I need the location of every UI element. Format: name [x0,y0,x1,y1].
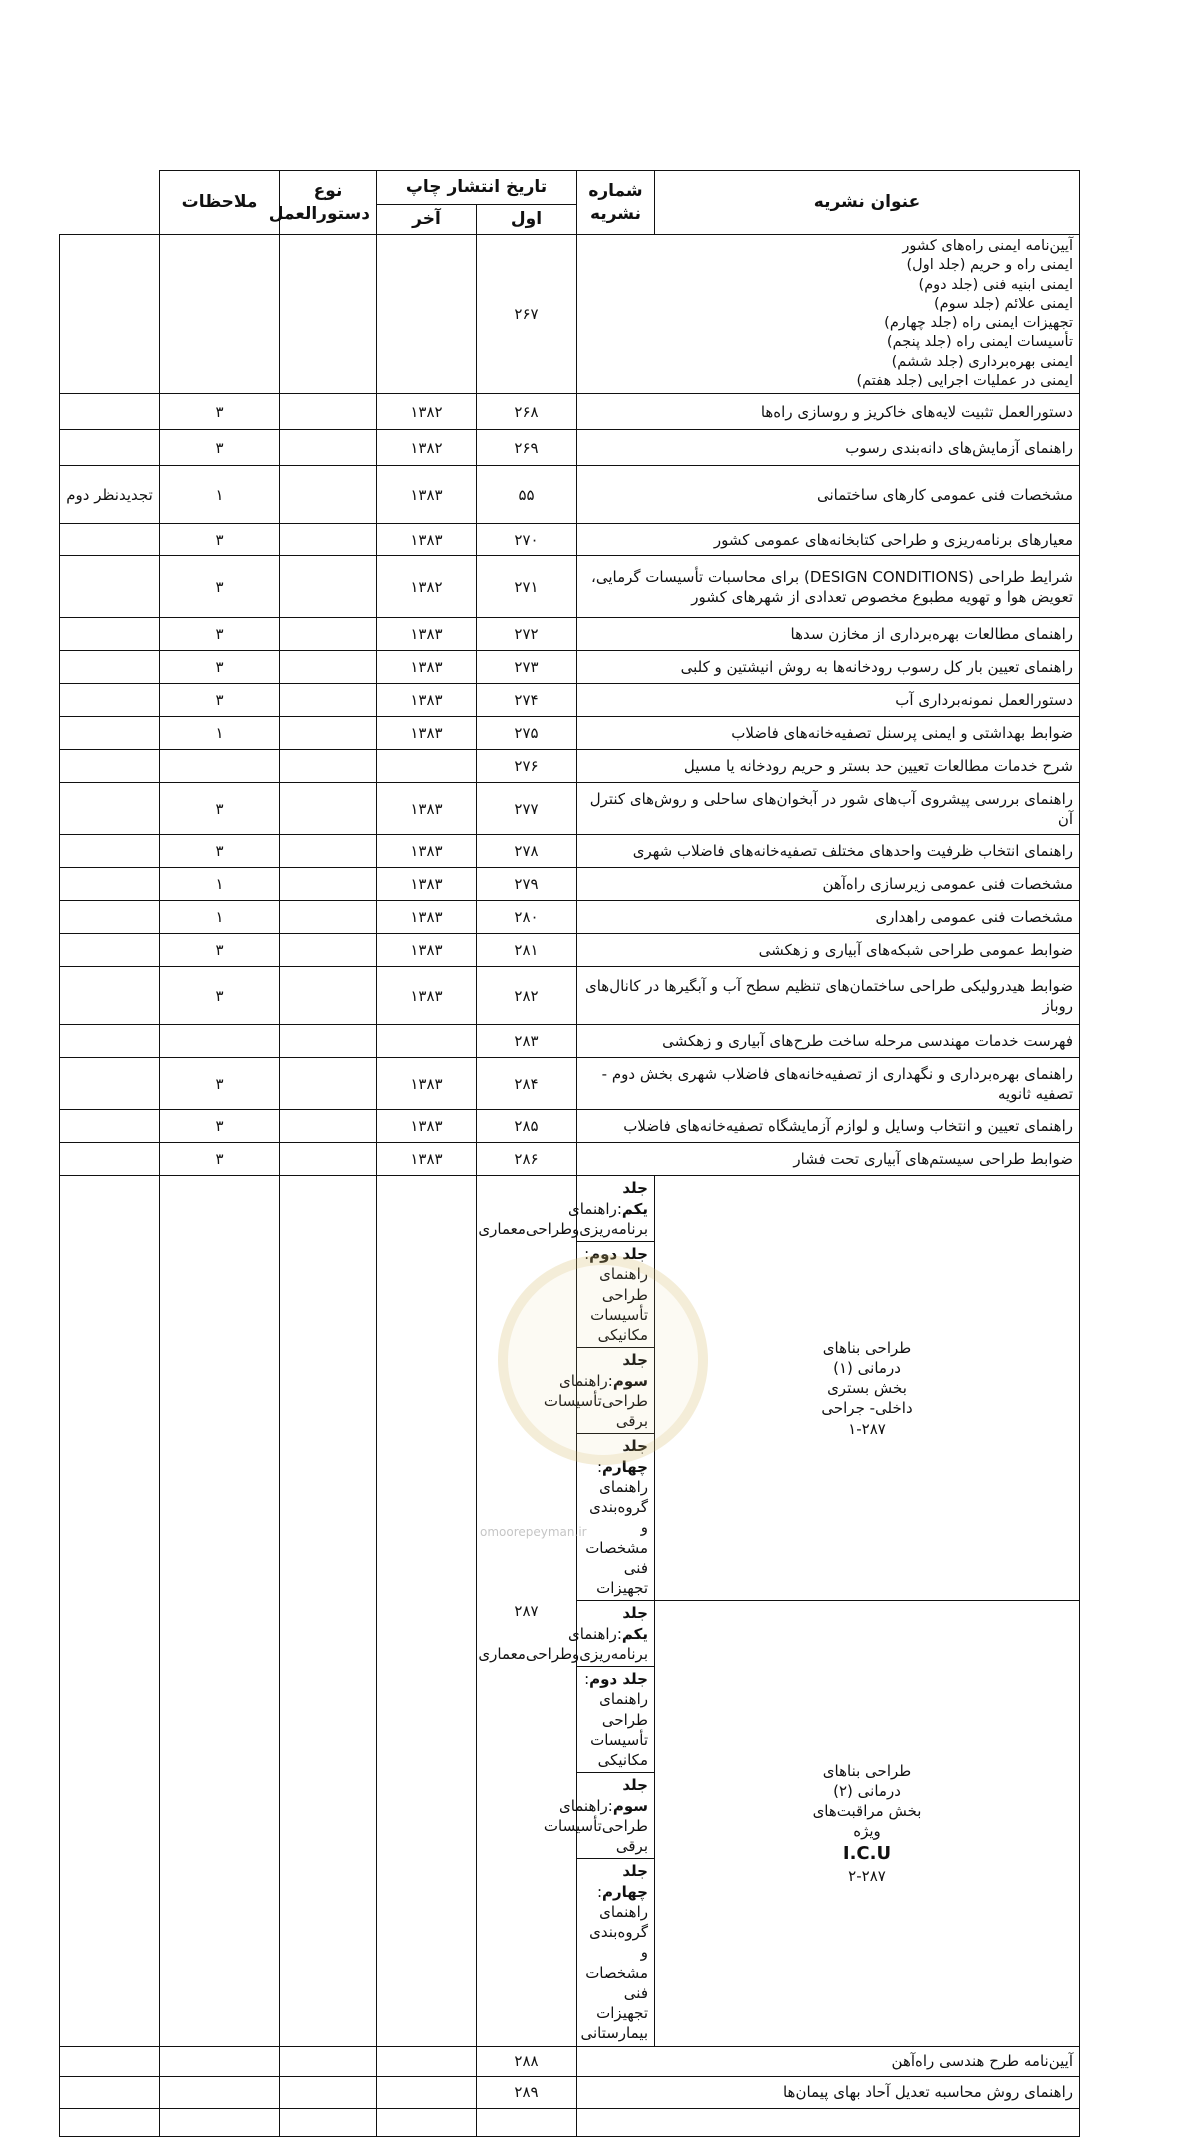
title-cell: مشخصات فنی عمومی زیرسازی راه‌آهن [577,868,1080,901]
date-first-cell [377,2076,477,2108]
header-title: عنوان نشریه [655,171,1080,235]
volume-label: جلد سوم [612,1351,648,1390]
date-last-cell [280,934,377,967]
number-cell: ۲۸۲ [477,967,577,1025]
number-cell: ۲۷۴ [477,684,577,717]
date-first-cell: ۱۳۸۳ [377,835,477,868]
type-cell [160,1025,280,1058]
title-line: آیین‌نامه ایمنی راه‌های کشور [902,238,1073,254]
date-first-cell: ۱۳۸۳ [377,684,477,717]
title-cell: راهنمای آزمایش‌های دانه‌بندی رسوب [577,430,1080,466]
volume-title: : راهنمای گروه‌بندی و مشخصات فنی تجهیزات [585,1457,648,1597]
volume-cell [543,1348,655,1434]
date-first-cell: ۱۳۸۳ [377,868,477,901]
number-cell: ۲۷۵ [477,717,577,750]
type-cell: ۳ [160,967,280,1025]
number-cell: ۲۸۸ [477,2046,577,2076]
notes-cell [60,684,160,717]
date-first-cell [377,2046,477,2076]
table-row [60,651,1080,684]
notes-cell [60,868,160,901]
title-line: تجهیزات ایمنی راه (جلد چهارم) [884,315,1073,332]
volume-group-label [655,1176,1080,1601]
type-cell: ۱ [160,868,280,901]
type-cell [160,1176,280,2046]
table-row [60,783,1080,835]
notes-cell [60,651,160,684]
type-cell: ۳ [160,556,280,618]
table-row [60,684,1080,717]
title-cell: ضوابط عمومی طراحی شبکه‌های آبیاری و زهکشی [577,934,1080,967]
volume-label: جلد چهارم [602,1862,648,1901]
group-label-line: داخلی- جراحی [821,1399,913,1418]
notes-cell [60,1143,160,1176]
date-last-cell [280,1110,377,1143]
date-last-cell [280,466,377,524]
notes-cell [60,1110,160,1143]
notes-cell [60,1176,160,2046]
type-cell [160,2046,280,2076]
type-cell: ۱ [160,901,280,934]
volume-label: جلد دوم [589,1245,648,1263]
date-first-cell: ۱۳۸۳ [377,524,477,556]
table-row [60,835,1080,868]
table-row [60,556,1080,618]
date-first-cell: ۱۳۸۲ [377,556,477,618]
title-cell: دستورالعمل تثبیت لایه‌های خاکریز و روسازی راه‌ها [577,394,1080,430]
title-cell: مشخصات فنی عمومی کارهای ساختمانی [577,466,1080,524]
date-first-cell: ۱۳۸۳ [377,1058,477,1110]
number-cell: ۵۵ [477,466,577,524]
type-cell: ۳ [160,1058,280,1110]
volume-label: جلد یکم [621,1604,648,1643]
date-first-cell [377,1025,477,1058]
group-label-icu: I.C.U [842,1842,892,1864]
date-last-cell [280,556,377,618]
volume-title: : راهنمای طراحی تأسیسات مکانیکی [584,1245,648,1344]
header-date-first: اول [477,205,577,235]
type-cell: ۳ [160,1143,280,1176]
title-cell: راهنمای انتخاب ظرفیت واحدهای مختلف تصفیه‌خانه‌های فاضلاب شهری [577,835,1080,868]
number-cell: ۲۷۸ [477,835,577,868]
date-last-cell [280,430,377,466]
date-last-cell [280,524,377,556]
number-cell: ۲۷۹ [477,868,577,901]
title-line: ایمنی بهره‌برداری (جلد ششم) [891,353,1073,370]
type-cell: ۳ [160,651,280,684]
date-first-cell: ۱۳۸۳ [377,1143,477,1176]
title-cell: راهنمای بهره‌برداری و نگهداری از تصفیه‌خانه‌های فاضلاب شهری بخش دوم - تصفیه ثانویه [577,1058,1080,1110]
type-cell [160,235,280,394]
empty-cell [160,2108,280,2136]
empty-cell [477,2108,577,2136]
table-row [60,466,1080,524]
group-label-line: درمانی (۱) [833,1358,901,1377]
notes-cell [60,1058,160,1110]
header-date-group: تاریخ انتشار چاپ [377,171,577,205]
title-cell: معیارهای برنامه‌ریزی و طراحی کتابخانه‌های عمومی کشور [577,524,1080,556]
volume-title: : راهنمای گروه‌بندی و مشخصات فنی تجهیزات بیمارستانی [580,1882,648,2043]
volume-title: :راهنمای برنامه‌ریزی‌وطراحی‌معماری [478,1199,648,1238]
date-first-cell: ۱۳۸۳ [377,934,477,967]
number-cell: ۲۶۷ [477,235,577,394]
type-cell: ۳ [160,1110,280,1143]
table-row [60,750,1080,783]
publications-table [59,170,1080,2137]
notes-cell [60,556,160,618]
title-cell: شرح خدمات مطالعات تعیین حد بستر و حریم رودخانه یا مسیل [577,750,1080,783]
date-last-cell [280,394,377,430]
table-row [60,901,1080,934]
number-cell: ۲۷۰ [477,524,577,556]
notes-cell [60,783,160,835]
empty-cell [577,2108,1080,2136]
number-cell: ۲۷۱ [477,556,577,618]
group-label-line: طراحی بناهای [822,1338,912,1357]
type-cell: ۳ [160,524,280,556]
type-cell: ۳ [160,618,280,651]
volume-label: جلد یکم [621,1179,648,1218]
date-last-cell [280,717,377,750]
table-row [60,868,1080,901]
number-cell: ۲۷۳ [477,651,577,684]
number-cell: ۲۷۷ [477,783,577,835]
type-cell: ۳ [160,684,280,717]
volume-cell [577,1859,655,2046]
type-cell: ۳ [160,934,280,967]
type-cell [160,2076,280,2108]
group-label-line: ویژه [853,1822,881,1841]
number-cell: ۲۸۳ [477,1025,577,1058]
type-cell: ۳ [160,835,280,868]
notes-cell [60,430,160,466]
date-first-cell: ۱۳۸۳ [377,901,477,934]
notes-cell [60,2046,160,2076]
date-first-cell: ۱۳۸۳ [377,466,477,524]
table-row-267 [60,235,1080,394]
title-cell: ضوابط بهداشتی و ایمنی پرسنل تصفیه‌خانه‌های فاضلاب [577,717,1080,750]
title-line: ایمنی علائم (جلد سوم) [933,295,1073,312]
table-body [60,235,1080,2137]
table-row [60,394,1080,430]
volume-row [60,1176,1080,1242]
table-row [60,934,1080,967]
group-label-line: طراحی بناهای [822,1761,912,1780]
date-first-cell: ۱۳۸۲ [377,394,477,430]
table-row [60,430,1080,466]
title-cell: دستورالعمل نمونه‌برداری آب [577,684,1080,717]
date-last-cell [280,1143,377,1176]
notes-cell [60,2076,160,2108]
title-cell: شرایط طراحی (DESIGN CONDITIONS) برای محاسبات تأسیسات گرمایی، تعویض هوا و تهویه مطبوع مخصوص تعدادی از شهرهای کشور [577,556,1080,618]
title-cell: راهنمای مطالعات بهره‌برداری از مخازن سدها [577,618,1080,651]
number-cell: ۲۷۶ [477,750,577,783]
type-cell: ۱ [160,466,280,524]
volume-cell [577,1242,655,1348]
date-last-cell [280,868,377,901]
date-last-cell [280,901,377,934]
volume-title: :راهنمای برنامه‌ریزی‌وطراحی‌معماری [478,1624,648,1663]
date-last-cell [280,1025,377,1058]
notes-cell [60,901,160,934]
title-cell: ضوابط طراحی سیستم‌های آبیاری تحت فشار [577,1143,1080,1176]
header-date-last: آخر [377,205,477,235]
table-row [60,967,1080,1025]
volume-title: :راهنمای طراحی‌تأسیسات برقی [543,1796,648,1855]
number-cell: ۲۸۰ [477,901,577,934]
table-row [60,1110,1080,1143]
title-line: تأسیسات ایمنی راه (جلد پنجم) [886,334,1073,351]
title-cell-267 [577,235,1080,394]
notes-cell [60,618,160,651]
date-first-cell: ۱۳۸۳ [377,618,477,651]
empty-cell [377,2108,477,2136]
date-first-cell: ۱۳۸۳ [377,717,477,750]
number-cell: ۲۸۹ [477,2076,577,2108]
document [60,170,1080,2137]
volume-label: جلد سوم [612,1776,648,1815]
group-label-line: درمانی (۲) [833,1781,901,1800]
type-cell: ۳ [160,430,280,466]
group-label-code: ۲-۲۸۷ [848,1866,886,1885]
date-last-cell [280,1176,377,2046]
watermark-text: omoorepeyman.ir [480,1525,587,1539]
date-first-cell [377,235,477,394]
table-row [60,1025,1080,1058]
date-last-cell [280,235,377,394]
notes-cell [60,835,160,868]
date-first-cell: ۱۳۸۳ [377,967,477,1025]
notes-cell [60,750,160,783]
date-first-cell [377,1176,477,2046]
header-notes: ملاحظات [160,171,280,235]
table-row [60,2076,1080,2108]
date-first-cell: ۱۳۸۳ [377,1110,477,1143]
date-last-cell [280,783,377,835]
number-cell: ۲۸۵ [477,1110,577,1143]
date-last-cell [280,2046,377,2076]
empty-cell [60,2108,160,2136]
title-cell: فهرست خدمات مهندسی مرحله ساخت طرح‌های آبیاری و زهکشی [577,1025,1080,1058]
number-cell-287: ۲۸۷ [477,1176,577,2046]
type-cell: ۳ [160,394,280,430]
date-last-cell [280,2076,377,2108]
date-last-cell [280,967,377,1025]
date-last-cell [280,684,377,717]
volume-group-label [655,1601,1080,2046]
title-cell: راهنمای روش محاسبه تعدیل آحاد بهای پیمان‌ها [577,2076,1080,2108]
table-row [60,618,1080,651]
title-line: ایمنی در عملیات اجرایی (جلد هفتم) [856,372,1073,389]
number-cell: ۲۶۸ [477,394,577,430]
date-first-cell: ۱۳۸۳ [377,651,477,684]
group-label-line: ۱-۲۸۷ [848,1419,886,1438]
number-cell: ۲۷۲ [477,618,577,651]
number-cell: ۲۸۱ [477,934,577,967]
date-last-cell [280,651,377,684]
date-first-cell: ۱۳۸۳ [377,783,477,835]
number-cell: ۲۶۹ [477,430,577,466]
date-last-cell [280,835,377,868]
table-row [60,1058,1080,1110]
date-last-cell [280,750,377,783]
date-last-cell [280,618,377,651]
type-cell: ۱ [160,717,280,750]
date-first-cell [377,750,477,783]
number-cell: ۲۸۴ [477,1058,577,1110]
notes-cell [60,524,160,556]
volume-label: جلد چهارم [602,1437,648,1476]
volume-cell [543,1773,655,1859]
notes-cell [60,934,160,967]
title-cell: راهنمای تعیین و انتخاب وسایل و لوازم آزمایشگاه تصفیه‌خانه‌های فاضلاب [577,1110,1080,1143]
date-last-cell [280,1058,377,1110]
notes-cell [60,967,160,1025]
header-type: نوع دستورالعمل [280,171,377,235]
title-cell: ضوابط هیدرولیکی طراحی ساختمان‌های تنظیم سطح آب و آبگیرها در کانال‌های روباز [577,967,1080,1025]
header-number: شماره نشریه [577,171,655,235]
volume-title: :راهنمای طراحی‌تأسیسات برقی [543,1371,648,1430]
notes-cell [60,235,160,394]
volume-cell [577,1434,655,1601]
table-row [60,717,1080,750]
type-cell: ۳ [160,783,280,835]
number-cell: ۲۸۶ [477,1143,577,1176]
title-cell: مشخصات فنی عمومی راهداری [577,901,1080,934]
table-row [60,1143,1080,1176]
title-cell: راهنمای بررسی پیشروی آب‌های شور در آبخوان‌های ساحلی و روش‌های کنترل آن [577,783,1080,835]
volume-cell [478,1176,655,1242]
group-label-line: بخش مراقبت‌های [812,1802,922,1821]
empty-cell [280,2108,377,2136]
title-cell: آیین‌نامه طرح هندسی راه‌آهن [577,2046,1080,2076]
notes-cell [60,394,160,430]
volume-label: جلد دوم [589,1670,648,1688]
title-line: ایمنی ابنیه فنی (جلد دوم) [918,276,1073,293]
notes-cell: تجدیدنظر دوم [60,466,160,524]
type-cell [160,750,280,783]
notes-cell [60,1025,160,1058]
group-label-line: بخش بستری [827,1379,907,1398]
title-cell: راهنمای تعیین بار کل رسوب رودخانه‌ها به روش انیشتین و کلبی [577,651,1080,684]
title-line: ایمنی راه و حریم (جلد اول) [906,257,1073,274]
date-first-cell: ۱۳۸۲ [377,430,477,466]
empty-row [60,2108,1080,2136]
volume-cell [577,1667,655,1773]
volume-title: : راهنمای طراحی تأسیسات مکانیکی [584,1670,648,1769]
table-row [60,524,1080,556]
table-row [60,2046,1080,2076]
notes-cell [60,717,160,750]
